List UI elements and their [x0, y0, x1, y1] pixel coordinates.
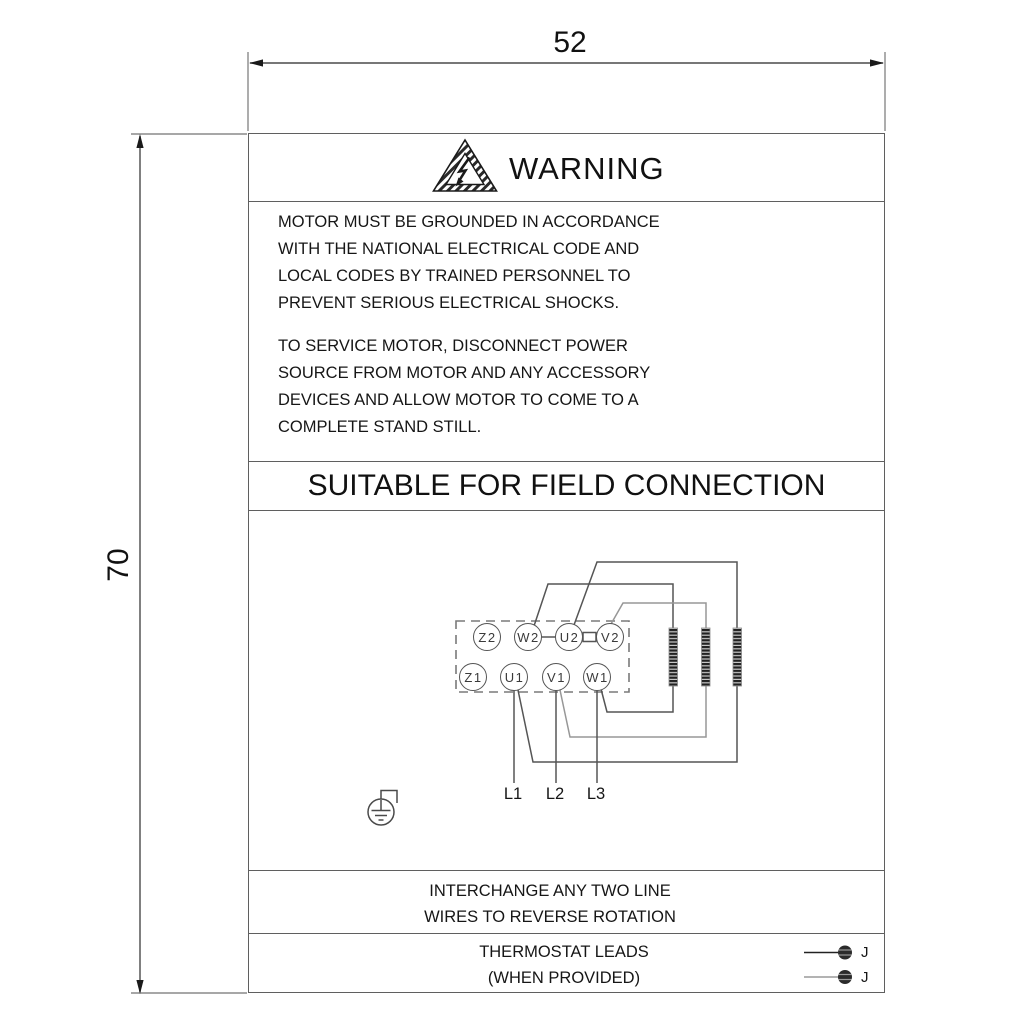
warning-text-line: PREVENT SERIOUS ELECTRICAL SHOCKS. [278, 294, 620, 312]
field-connection-title: SUITABLE FOR FIELD CONNECTION [307, 469, 826, 502]
line-label-l1: L1 [503, 785, 523, 803]
thermostat-lead-label-1: J [861, 944, 869, 961]
divider-warning-header [248, 201, 885, 202]
rotation-note-line2: WIRES TO REVERSE ROTATION [424, 908, 676, 926]
terminal-w2: W2 [514, 623, 542, 651]
terminal-u1: U1 [500, 663, 528, 691]
terminal-z1: Z1 [459, 663, 487, 691]
dimension-height-label: 70 [102, 548, 135, 582]
warning-text-line: SOURCE FROM MOTOR AND ANY ACCESSORY [278, 364, 651, 382]
warning-text-line: COMPLETE STAND STILL. [278, 418, 482, 436]
warning-text-line: MOTOR MUST BE GROUNDED IN ACCORDANCE [278, 213, 660, 231]
dimension-width-label: 52 [553, 26, 587, 59]
warning-title: WARNING [509, 151, 665, 186]
thermostat-note-line2: (WHEN PROVIDED) [487, 969, 641, 987]
divider-above-thermostat-note [248, 933, 885, 934]
terminal-z2: Z2 [473, 623, 501, 651]
terminal-v1: V1 [542, 663, 570, 691]
line-label-l2: L2 [545, 785, 565, 803]
warning-text-line: DEVICES AND ALLOW MOTOR TO COME TO A [278, 391, 639, 409]
thermostat-note-line1: THERMOSTAT LEADS [479, 943, 649, 961]
terminal-v2: V2 [596, 623, 624, 651]
dimension-width-52 [248, 52, 885, 131]
line-label-l3: L3 [586, 785, 606, 803]
divider-above-rotation-note [248, 870, 885, 871]
terminal-w1: W1 [583, 663, 611, 691]
warning-text-line: LOCAL CODES BY TRAINED PERSONNEL TO [278, 267, 631, 285]
divider-above-field-title [248, 461, 885, 462]
rotation-note-line1: INTERCHANGE ANY TWO LINE [429, 882, 671, 900]
arrow-up-icon [136, 134, 143, 148]
thermostat-lead-label-2: J [861, 969, 869, 986]
terminal-u2: U2 [555, 623, 583, 651]
dimension-height-70 [131, 134, 247, 994]
arrow-down-icon [136, 980, 143, 994]
arrow-right-icon [870, 59, 884, 66]
arrow-left-icon [249, 59, 263, 66]
warning-text-line: WITH THE NATIONAL ELECTRICAL CODE AND [278, 240, 640, 258]
warning-text-line: TO SERVICE MOTOR, DISCONNECT POWER [278, 337, 628, 355]
divider-below-field-title [248, 510, 885, 511]
